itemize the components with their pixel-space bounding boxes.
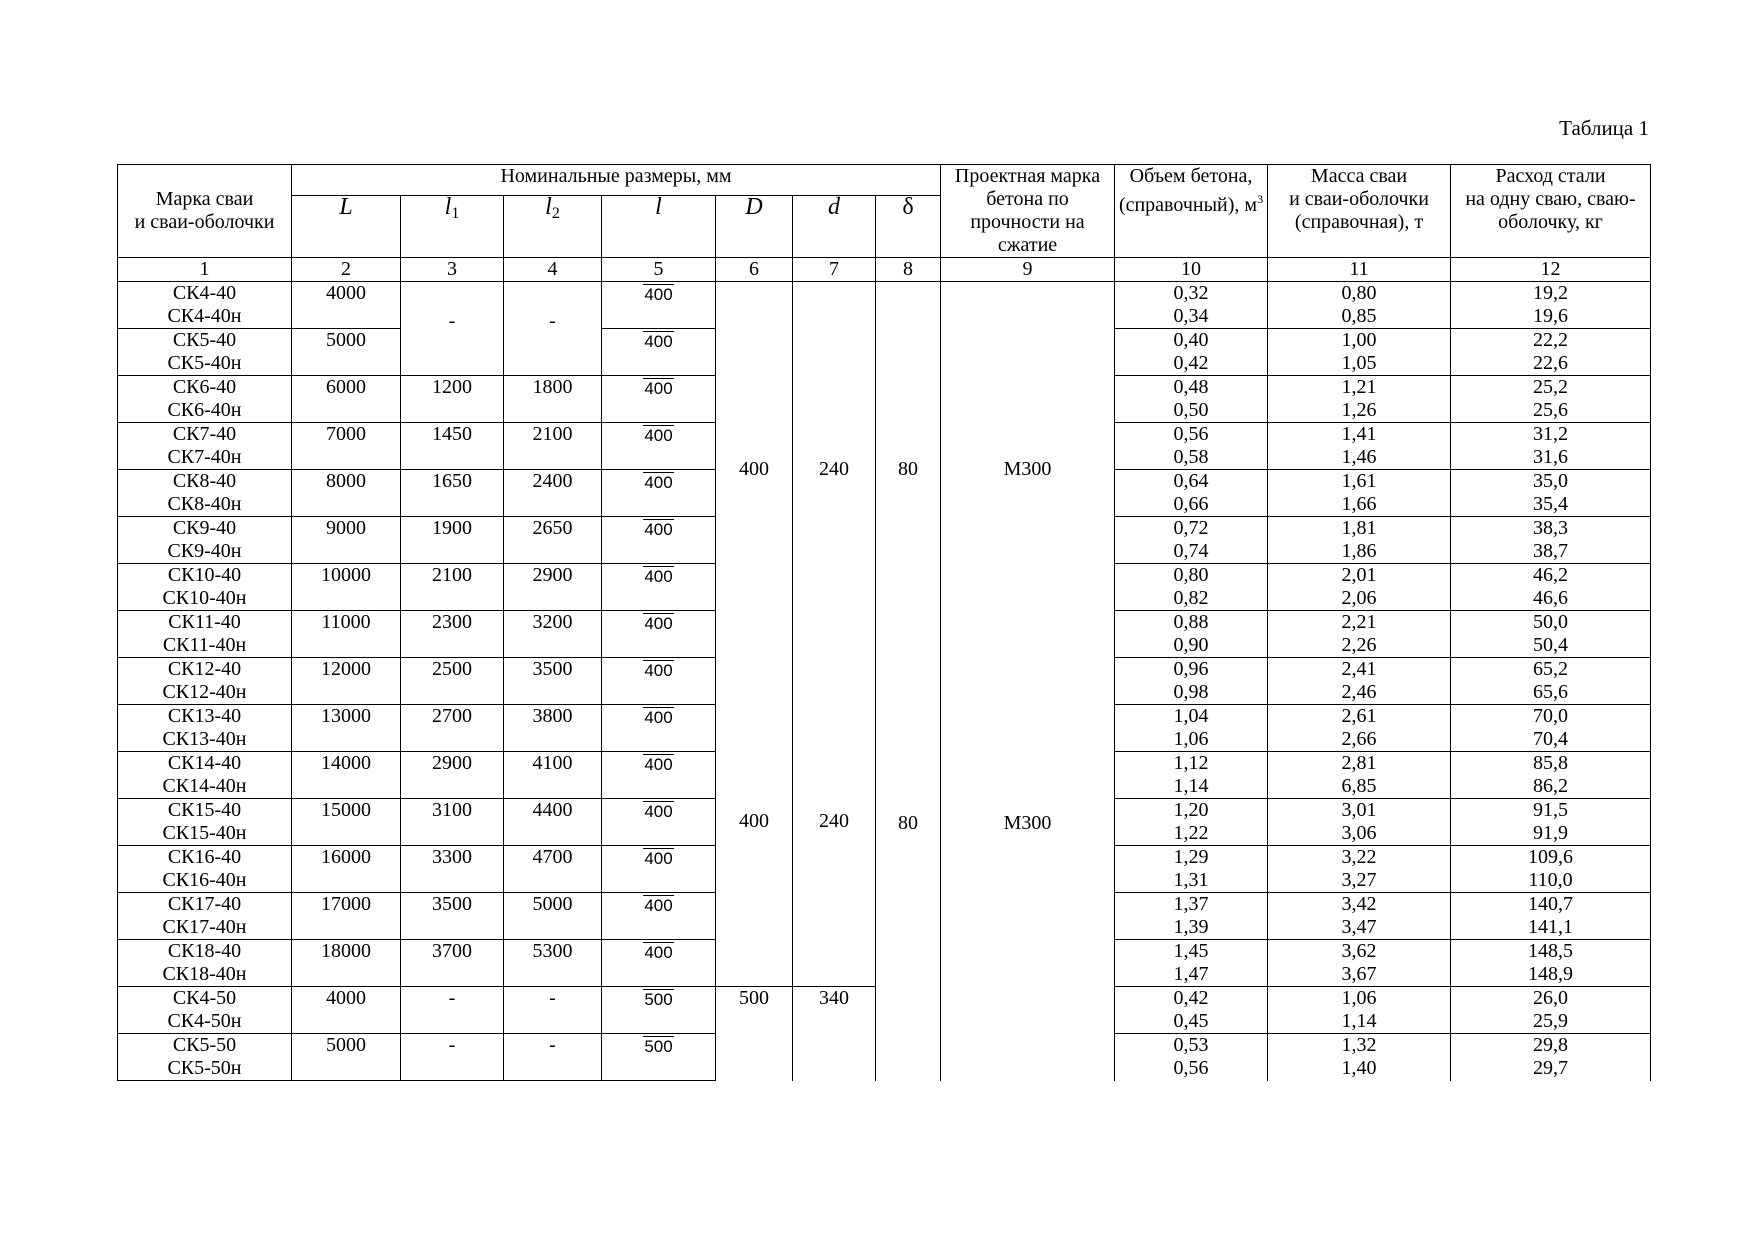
concrete-volume: 0,64 0,66 [1115, 470, 1268, 517]
table-row [118, 282, 1651, 329]
header-volume-sup: 3 [1257, 192, 1264, 206]
concrete-volume: 0,40 0,42 [1115, 329, 1268, 376]
steel-consumption: 22,2 22,6 [1451, 329, 1651, 376]
diameter-d: 340 [793, 987, 876, 1081]
length-l [602, 564, 716, 611]
length-L: 5000 [292, 329, 401, 376]
pile-brand: СК9-40 СК9-40н [118, 517, 292, 564]
column-number: 9 [941, 258, 1115, 282]
length-L: 7000 [292, 423, 401, 470]
concrete-volume: 0,96 0,98 [1115, 658, 1268, 705]
pile-mass: 2,01 2,06 [1268, 564, 1451, 611]
length-l2: 2100 [504, 423, 602, 470]
length-l-value: 400 [644, 896, 673, 915]
diameter-D: 400 [716, 658, 793, 987]
pile-brand: СК16-40 СК16-40н [118, 846, 292, 893]
length-l1: 3100 [401, 799, 504, 846]
column-numbers-row [118, 258, 1651, 282]
length-l1: - [401, 282, 504, 376]
length-l1: 1900 [401, 517, 504, 564]
length-l1: 2300 [401, 611, 504, 658]
length-l [602, 1034, 716, 1081]
concrete-volume: 0,56 0,58 [1115, 423, 1268, 470]
wall-delta: 80 [876, 282, 941, 658]
concrete-volume: 0,88 0,90 [1115, 611, 1268, 658]
pile-mass: 1,41 1,46 [1268, 423, 1451, 470]
length-l-value: 400 [644, 708, 673, 727]
steel-consumption: 35,0 35,4 [1451, 470, 1651, 517]
length-l1: 3700 [401, 940, 504, 987]
length-l2: 1800 [504, 376, 602, 423]
concrete-grade: М300 [941, 282, 1115, 658]
length-l-value: 400 [644, 473, 673, 492]
length-l [602, 517, 716, 564]
steel-consumption: 38,3 38,7 [1451, 517, 1651, 564]
header-l2 [504, 196, 602, 258]
pile-mass: 0,80 0,85 [1268, 282, 1451, 329]
header-l1 [401, 196, 504, 258]
concrete-volume: 0,42 0,45 [1115, 987, 1268, 1034]
steel-consumption: 109,6 110,0 [1451, 846, 1651, 893]
concrete-volume: 0,80 0,82 [1115, 564, 1268, 611]
length-L: 6000 [292, 376, 401, 423]
steel-consumption: 25,2 25,6 [1451, 376, 1651, 423]
piles-table [117, 164, 1651, 1081]
length-l [602, 329, 716, 376]
pile-brand: СК4-40 СК4-40н [118, 282, 292, 329]
concrete-grade: М300 [941, 658, 1115, 1081]
pile-mass: 2,81 6,85 [1268, 752, 1451, 799]
pile-mass: 1,21 1,26 [1268, 376, 1451, 423]
concrete-volume: 1,12 1,14 [1115, 752, 1268, 799]
header-steel-consumption: Расход стали на одну сваю, сваю-оболочку, кг [1451, 165, 1651, 258]
length-L: 10000 [292, 564, 401, 611]
length-l1: 2900 [401, 752, 504, 799]
steel-consumption: 50,0 50,4 [1451, 611, 1651, 658]
header-l2-symbol: l [545, 194, 552, 220]
header-pile-mass: Масса сваи и сваи-оболочки (справочная), т [1268, 165, 1451, 258]
length-l-value: 400 [644, 332, 673, 351]
steel-consumption: 65,2 65,6 [1451, 658, 1651, 705]
pile-brand: СК13-40 СК13-40н [118, 705, 292, 752]
steel-consumption: 70,0 70,4 [1451, 705, 1651, 752]
header-l2-sub: 2 [551, 205, 560, 222]
length-l [602, 893, 716, 940]
column-number: 7 [793, 258, 876, 282]
length-l [602, 611, 716, 658]
pile-brand: СК6-40 СК6-40н [118, 376, 292, 423]
header-l: l [602, 196, 716, 258]
length-l2: - [504, 987, 602, 1034]
length-l1: 3500 [401, 893, 504, 940]
table-body [118, 282, 1651, 1081]
concrete-volume: 0,53 0,56 [1115, 1034, 1268, 1081]
steel-consumption: 85,8 86,2 [1451, 752, 1651, 799]
length-l1: 2700 [401, 705, 504, 752]
concrete-volume: 1,45 1,47 [1115, 940, 1268, 987]
length-l-value: 400 [644, 520, 673, 539]
diameter-d: 240 [793, 282, 876, 658]
pile-brand: СК8-40 СК8-40н [118, 470, 292, 517]
length-L: 14000 [292, 752, 401, 799]
length-L: 12000 [292, 658, 401, 705]
length-l-value: 400 [644, 755, 673, 774]
column-number: 6 [716, 258, 793, 282]
pile-brand: СК11-40 СК11-40н [118, 611, 292, 658]
steel-consumption: 31,2 31,6 [1451, 423, 1651, 470]
length-l1: - [401, 1034, 504, 1081]
pile-brand: СК14-40 СК14-40н [118, 752, 292, 799]
pile-mass: 2,61 2,66 [1268, 705, 1451, 752]
length-l-value: 400 [644, 661, 673, 680]
length-l1: 1200 [401, 376, 504, 423]
pile-mass: 2,41 2,46 [1268, 658, 1451, 705]
header-l1-sub: 1 [451, 205, 460, 222]
length-l-value: 400 [644, 285, 673, 304]
pile-brand: СК5-50 СК5-50н [118, 1034, 292, 1081]
length-l [602, 470, 716, 517]
header-concrete-grade: Проектная марка бетона по прочности на сжатие [941, 165, 1115, 258]
length-L: 13000 [292, 705, 401, 752]
steel-consumption: 140,7 141,1 [1451, 893, 1651, 940]
length-l-value: 400 [644, 802, 673, 821]
pile-brand: СК18-40 СК18-40н [118, 940, 292, 987]
pile-mass: 1,61 1,66 [1268, 470, 1451, 517]
steel-consumption: 26,0 25,9 [1451, 987, 1651, 1034]
length-l-value: 400 [644, 849, 673, 868]
pile-mass: 1,81 1,86 [1268, 517, 1451, 564]
pile-mass: 3,62 3,67 [1268, 940, 1451, 987]
length-l1: 2100 [401, 564, 504, 611]
column-number: 8 [876, 258, 941, 282]
length-l-value: 400 [644, 614, 673, 633]
pile-brand: СК17-40 СК17-40н [118, 893, 292, 940]
pile-brand: СК10-40 СК10-40н [118, 564, 292, 611]
wall-delta: 80 [876, 658, 941, 1081]
column-number: 2 [292, 258, 401, 282]
header-delta: δ [876, 196, 941, 258]
length-l [602, 423, 716, 470]
length-L: 11000 [292, 611, 401, 658]
pile-brand: СК5-40 СК5-40н [118, 329, 292, 376]
length-l [602, 846, 716, 893]
length-l-value: 400 [644, 567, 673, 586]
diameter-d: 240 [793, 658, 876, 987]
length-L: 4000 [292, 987, 401, 1034]
pile-brand: СК12-40 СК12-40н [118, 658, 292, 705]
concrete-volume: 0,48 0,50 [1115, 376, 1268, 423]
length-l-value: 400 [644, 943, 673, 962]
length-l [602, 658, 716, 705]
length-l2: 2900 [504, 564, 602, 611]
length-L: 16000 [292, 846, 401, 893]
steel-consumption: 29,8 29,7 [1451, 1034, 1651, 1081]
header-L: L [292, 196, 401, 258]
header-brand: Марка сваи и сваи-оболочки [118, 165, 292, 258]
length-L: 15000 [292, 799, 401, 846]
header-concrete-volume [1115, 165, 1268, 258]
length-l-value: 500 [644, 990, 673, 1009]
length-L: 9000 [292, 517, 401, 564]
concrete-volume: 0,32 0,34 [1115, 282, 1268, 329]
length-l2: - [504, 282, 602, 376]
pile-mass: 2,21 2,26 [1268, 611, 1451, 658]
length-L: 18000 [292, 940, 401, 987]
concrete-volume: 1,37 1,39 [1115, 893, 1268, 940]
length-L: 4000 [292, 282, 401, 329]
column-number: 5 [602, 258, 716, 282]
length-l [602, 940, 716, 987]
length-L: 17000 [292, 893, 401, 940]
length-l2: 4700 [504, 846, 602, 893]
pile-brand: СК15-40 СК15-40н [118, 799, 292, 846]
length-l [602, 705, 716, 752]
length-l2: 2650 [504, 517, 602, 564]
steel-consumption: 19,2 19,6 [1451, 282, 1651, 329]
pile-brand: СК4-50 СК4-50н [118, 987, 292, 1034]
length-l2: 3200 [504, 611, 602, 658]
concrete-volume: 1,20 1,22 [1115, 799, 1268, 846]
column-number: 3 [401, 258, 504, 282]
column-number: 4 [504, 258, 602, 282]
pile-mass: 1,00 1,05 [1268, 329, 1451, 376]
length-l [602, 282, 716, 329]
column-number: 1 [118, 258, 292, 282]
length-l1: 3300 [401, 846, 504, 893]
header-l1-symbol: l [444, 194, 452, 220]
length-l1: 1650 [401, 470, 504, 517]
length-l-value: 400 [644, 426, 673, 445]
length-L: 5000 [292, 1034, 401, 1081]
concrete-volume: 0,72 0,74 [1115, 517, 1268, 564]
header-d: d [793, 196, 876, 258]
length-l2: 3800 [504, 705, 602, 752]
length-l2: 4400 [504, 799, 602, 846]
column-number: 10 [1115, 258, 1268, 282]
length-l2: 4100 [504, 752, 602, 799]
pile-mass: 1,06 1,14 [1268, 987, 1451, 1034]
column-number: 11 [1268, 258, 1451, 282]
length-l2: 5000 [504, 893, 602, 940]
header-D: D [716, 196, 793, 258]
length-l [602, 376, 716, 423]
length-l1: 2500 [401, 658, 504, 705]
header-nominal-sizes: Номинальные размеры, мм [292, 165, 941, 196]
length-l-value: 500 [644, 1037, 673, 1056]
diameter-D: 500 [716, 987, 793, 1081]
length-L: 8000 [292, 470, 401, 517]
table-caption: Таблица 1 [1559, 116, 1649, 140]
pile-mass: 1,32 1,40 [1268, 1034, 1451, 1081]
length-l2: 3500 [504, 658, 602, 705]
length-l [602, 752, 716, 799]
concrete-volume: 1,29 1,31 [1115, 846, 1268, 893]
steel-consumption: 148,5 148,9 [1451, 940, 1651, 987]
pile-mass: 3,22 3,27 [1268, 846, 1451, 893]
pile-brand: СК7-40 СК7-40н [118, 423, 292, 470]
length-l [602, 799, 716, 846]
diameter-D: 400 [716, 282, 793, 658]
pile-mass: 3,01 3,06 [1268, 799, 1451, 846]
length-l [602, 987, 716, 1034]
length-l-value: 400 [644, 379, 673, 398]
steel-consumption: 46,2 46,6 [1451, 564, 1651, 611]
steel-consumption: 91,5 91,9 [1451, 799, 1651, 846]
length-l2: 5300 [504, 940, 602, 987]
length-l2: 2400 [504, 470, 602, 517]
concrete-volume: 1,04 1,06 [1115, 705, 1268, 752]
table-row [118, 658, 1651, 705]
length-l1: 1450 [401, 423, 504, 470]
column-number: 12 [1451, 258, 1651, 282]
pile-mass: 3,42 3,47 [1268, 893, 1451, 940]
length-l2: - [504, 1034, 602, 1081]
header-volume-text: Объем бетона, (справочный), м [1118, 165, 1258, 216]
length-l1: - [401, 987, 504, 1034]
